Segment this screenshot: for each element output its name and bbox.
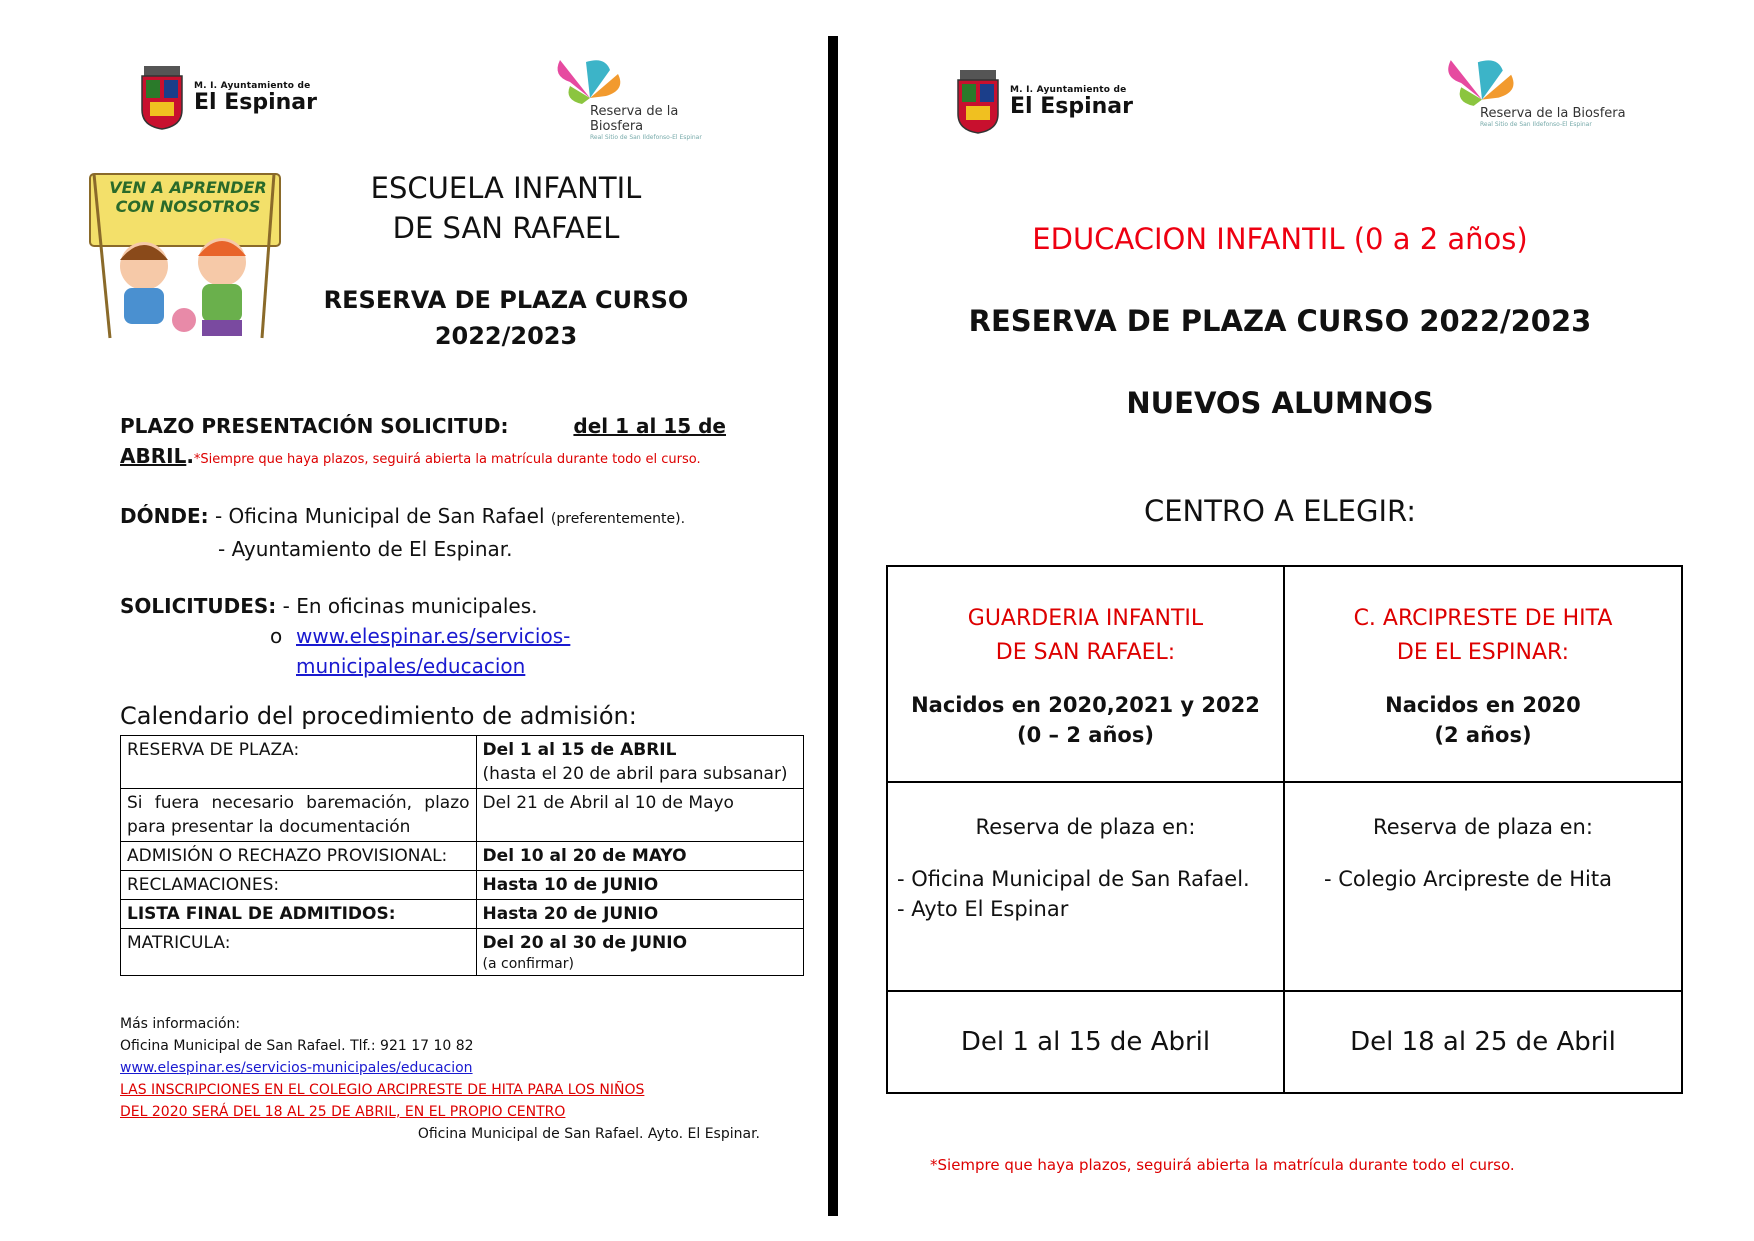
- nuevos-alumnos-heading: NUEVOS ALUMNOS: [1126, 386, 1434, 420]
- school-title-line2: DE SAN RAFAEL: [392, 211, 620, 245]
- calendar-title: Calendario del procedimiento de admisión:: [120, 702, 637, 730]
- footer-red-line2: DEL 2020 SERÁ DEL 18 AL 25 DE ABRIL, EN EL PROPIO CENTRO: [120, 1104, 566, 1120]
- biosfera-logo-right: [1440, 56, 1630, 128]
- page-divider: [828, 36, 838, 1216]
- donde-item-1: - Oficina Municipal de San Rafael: [214, 504, 545, 528]
- footer-more: Más información:: [120, 1016, 241, 1032]
- solicitudes-section: [120, 591, 740, 681]
- center-place-list: [889, 864, 1282, 924]
- ayto-small-text: M. I. Ayuntamiento de: [1010, 85, 1127, 95]
- center-name: [889, 568, 1282, 670]
- right-note: *Siempre que haya plazos, seguirá abierta la matrícula durante todo el curso.: [930, 1156, 1515, 1174]
- footer-red-line1: LAS INSCRIPCIONES EN EL COLEGIO ARCIPRESTE DE HITA PARA LOS NIÑOS: [120, 1082, 645, 1098]
- calendar-row: [121, 929, 804, 976]
- ayuntamiento-logo-right: [956, 70, 1133, 134]
- solicitudes-link-line1[interactable]: www.elespinar.es/servicios-: [296, 624, 571, 648]
- calendar-value: Del 10 al 20 de MAYO: [476, 842, 803, 871]
- centers-place-row: [887, 782, 1682, 991]
- centers-table: [886, 565, 1683, 1094]
- center-reserva-label: Reserva de plaza en:: [1373, 815, 1593, 839]
- calendar-value: Hasta 20 de JUNIO: [476, 900, 803, 929]
- center-place-list: [1286, 864, 1680, 894]
- calendar-label: MATRICULA:: [121, 929, 477, 976]
- footer-sign: Oficina Municipal de San Rafael. Ayto. El Espinar.: [417, 1126, 760, 1142]
- calendar-row: [121, 842, 804, 871]
- calendar-value: [476, 929, 803, 976]
- center-born-line2: (2 años): [1434, 723, 1532, 747]
- center-place-cell: [887, 782, 1284, 991]
- biosfera-subtext: Real Sitio de San Ildefonso-El Espinar: [590, 134, 702, 141]
- coat-of-arms-icon: [140, 66, 184, 130]
- biosfera-logo: [550, 56, 730, 141]
- center-place-item: - Colegio Arcipreste de Hita: [1323, 867, 1612, 891]
- center-dates: Del 1 al 15 de Abril: [887, 991, 1284, 1093]
- calendar-label: Si fuera necesario baremación, plazo para presentar la documentación: [121, 789, 477, 842]
- children-banner-illustration: [84, 170, 284, 342]
- center-born-line1: Nacidos en 2020: [1385, 693, 1581, 717]
- biosfera-text: Reserva de la Biosfera: [590, 104, 679, 134]
- calendar-value-note: (a confirmar): [482, 956, 574, 972]
- calendar-row: [121, 789, 804, 842]
- coat-of-arms-icon: [956, 70, 1000, 134]
- ayto-big-text: El Espinar: [1010, 94, 1133, 119]
- biosfera-text: Reserva de la Biosfera: [1480, 106, 1626, 121]
- ayto-big-text: El Espinar: [194, 90, 317, 115]
- centro-heading: CENTRO A ELEGIR:: [1143, 494, 1417, 528]
- reserva-heading-left: [296, 282, 716, 354]
- calendar-value-text: Del 1 al 15 de ABRIL: [482, 740, 677, 760]
- calendar-value: Hasta 10 de JUNIO: [476, 871, 803, 900]
- butterfly-icon: [1440, 56, 1524, 108]
- center-name: [1286, 568, 1680, 670]
- center-born-line2: (0 – 2 años): [1017, 723, 1154, 747]
- right-reserva-heading: RESERVA DE PLAZA CURSO 2022/2023: [968, 304, 1592, 338]
- center-born-line1: Nacidos en 2020,2021 y 2022: [911, 693, 1260, 717]
- center-name-line1: C. ARCIPRESTE DE HITA: [1353, 606, 1613, 631]
- calendar-row: [121, 871, 804, 900]
- center-place-item: - Ayto El Espinar: [897, 897, 1069, 921]
- right-title: EDUCACION INFANTIL (0 a 2 años): [1032, 222, 1528, 256]
- footer-office: Oficina Municipal de San Rafael. Tlf.: 921 17 10 82: [120, 1038, 474, 1054]
- donde-item-2: - Ayuntamiento de El Espinar.: [218, 537, 513, 561]
- center-name-line1: GUARDERIA INFANTIL: [967, 606, 1204, 631]
- solicitudes-label: SOLICITUDES:: [120, 594, 277, 618]
- reserva-heading-line2: 2022/2023: [434, 322, 578, 350]
- biosfera-subtext: Real Sitio de San Ildefonso-El Espinar: [1480, 121, 1592, 128]
- calendar-row: [121, 900, 804, 929]
- calendar-value-note: (hasta el 20 de abril para subsanar): [482, 764, 788, 784]
- calendar-label: RESERVA DE PLAZA:: [121, 736, 477, 789]
- calendar-table: [120, 735, 804, 976]
- reserva-heading-line1: RESERVA DE PLAZA CURSO: [323, 286, 689, 314]
- donde-item-1-note: (preferentemente).: [550, 511, 686, 527]
- calendar-row: [121, 736, 804, 789]
- centers-date-row: [887, 991, 1682, 1093]
- calendar-value: Del 21 de Abril al 10 de Mayo: [476, 789, 803, 842]
- solicitudes-link-line2[interactable]: municipales/educacion: [296, 654, 526, 678]
- butterfly-icon: [550, 56, 630, 106]
- donde-label: DÓNDE:: [120, 504, 209, 528]
- plazo-note: *Siempre que haya plazos, seguirá abierta la matrícula durante todo el curso.: [193, 452, 701, 467]
- calendar-label: RECLAMACIONES:: [121, 871, 477, 900]
- calendar-label: LISTA FINAL DE ADMITIDOS:: [121, 900, 477, 929]
- plazo-value-2: ABRIL: [120, 444, 187, 468]
- donde-section: [120, 501, 740, 564]
- calendar-label: ADMISIÓN O RECHAZO PROVISIONAL:: [121, 842, 477, 871]
- center-name-line2: DE SAN RAFAEL:: [995, 640, 1176, 665]
- center-born: [889, 690, 1282, 750]
- plazo-label: PLAZO PRESENTACIÓN SOLICITUD:: [120, 414, 509, 438]
- plazo-section: PLAZO PRESENTACIÓN SOLICITUD: del 1 al 15 de ABRIL.*Siempre que haya plazos, seguirá abierta la matrícula durante todo el curso.: [120, 411, 726, 475]
- school-title: [296, 168, 716, 248]
- banner-text: VEN A APRENDER CON NOSOTROS: [109, 178, 267, 216]
- center-place-cell: [1284, 782, 1682, 991]
- center-born: [1286, 690, 1680, 750]
- centers-header-row: [887, 566, 1682, 782]
- center-cell: [887, 566, 1284, 782]
- calendar-value: [476, 736, 803, 789]
- center-place-item: - Oficina Municipal de San Rafael.: [897, 867, 1250, 891]
- ayto-small-text: M. I. Ayuntamiento de: [194, 81, 311, 91]
- school-title-line1: ESCUELA INFANTIL: [370, 171, 642, 205]
- solicitudes-bullet: o: [270, 624, 283, 648]
- center-cell: [1284, 566, 1682, 782]
- footer-link[interactable]: www.elespinar.es/servicios-municipales/educacion: [120, 1060, 473, 1076]
- calendar-value-text: Del 20 al 30 de JUNIO: [482, 933, 688, 953]
- solicitudes-item-1: - En oficinas municipales.: [282, 594, 538, 618]
- center-dates: Del 18 al 25 de Abril: [1284, 991, 1682, 1093]
- plazo-value-1: del 1 al 15 de: [573, 414, 726, 438]
- footer-info: [120, 1013, 760, 1145]
- center-name-line2: DE EL ESPINAR:: [1396, 640, 1570, 665]
- center-reserva-label: Reserva de plaza en:: [975, 815, 1196, 839]
- ayuntamiento-logo: [140, 66, 317, 130]
